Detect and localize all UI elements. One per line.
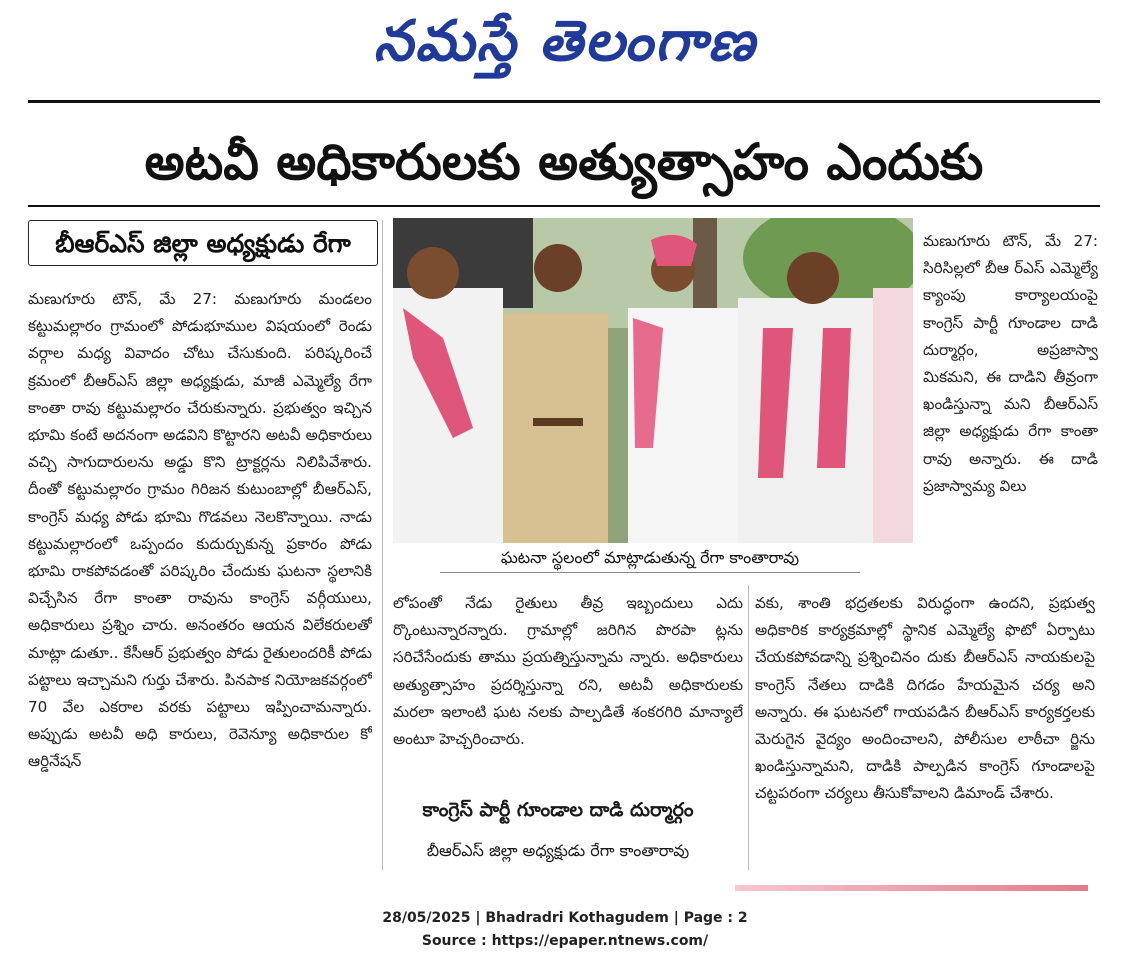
article-column-3-top: [923, 228, 1098, 583]
sub-article-byline: బీఆర్ఎస్ జిల్లా అధ్యక్షుడు రేగా కాంతారావు: [426, 841, 690, 860]
kicker-label: బీఆర్ఎస్ జిల్లా అధ్యక్షుడు రేగా: [28, 220, 378, 266]
masthead-logo: నమస్తే తెలంగాణ: [373, 8, 757, 74]
column-divider-2: [748, 585, 749, 870]
photo-caption: ఘటనా స్థలంలో మాట్లాడుతున్న రేగా కాంతారావు: [440, 544, 860, 573]
article-column-1: [28, 286, 372, 866]
article-column-2: [393, 590, 743, 785]
article-column-3-bottom: [755, 590, 1095, 868]
article-text-col3-top: మణుగూరు టౌన్, మే 27: సిరిసిల్లలో బీఆ ర్ఎస్ ఎమ్మెల్యే క్యాంపు కార్యాలయంపై కాంగ్రెస్ పార్టీ గూండాల దాడి దుర్మార్గం, అప్రజాస్వా మికమని, ఈ దాడిని తీవ్రంగా ఖండిస్తున్నా మని బీఆర్ఎస్ జిల్లా అధ్యక్షుడు రేగా కాంతా రావు అన్నారు. ఈ దాడి ప్రజాస్వామ్య విలు: [923, 232, 1098, 495]
article-text-col2: లోపంతో నేడు రైతులు తీవ్ర ఇబ్బందులు ఎదు ర్కొంటున్నారన్నారు. గ్రామాల్లో జరిగిన పొరపా ట్లను సరిచేసేందుకు తాము ప్రయత్నిస్తున్నామ న్నారు. అధికారులు అత్యుత్సాహం ప్రదర్శిస్తున్నా రని, అటవీ అధికారులకు మరలా ఇలాంటి ఘట నలకు పాల్పడితే శంకరగిరి మాన్యాలే అంటూ హెచ్చరించారు.: [393, 594, 743, 749]
article-text-col1: మణుగూరు టౌన్, మే 27: మణుగూరు మండలం కట్టుమల్లారం గ్రామంలో పోడుభూముల విషయంలో రెండు వర్గాల మధ్య వివాదం చోటు చేసుకుంది. పరిష్కరించే క్రమంలో బీఆర్ఎస్ జిల్లా అధ్యక్షుడు, మాజీ ఎమ్మెల్యే రేగా కాంతా రావు కట్టుమల్లారం చేరుకున్నారు. ప్రభుత్వం ఇచ్చిన భూమి కంటే అదనంగా అడవిని కొట్టారని అటవీ అధికారులు వచ్చి సాగుదారులను అడ్డు కొని ట్రాక్టర్లను నిలిపివేశారు. దీంతో కట్టుమల్లారం గ్రామం గిరిజన కుటుంబాల్లో బీఆర్ఎస్, కాంగ్రెస్ మధ్య పోడు భూమి గొడవలు నెలకొన్నాయి. నాడు కట్టుమల్లారంలో ఒప్పందం కుదుర్చుకున్న ప్రకారం పోడు భూమి రాకపోవడంతో పరిష్కరిం చేందుకు ఘటనా స్థలానికి విచ్చేసిన రేగా కాంతా రావును కాంగ్రెస్ వర్గీయులు, అధికారులు ప్రశ్నిం చారు. అనంతరం ఆయన విలేకరులతో మాట్లా డుతూ.. కేసీఆర్ ప్రభుత్వం పోడు రైతులందరికీ పోడు పట్టాలు ఇచ్చామని గుర్తు చేశారు. పినపాక నియోజకవర్గంలో 70 వేల ఎకరాల వరకు పట్టాలు ఇప్పించామన్నారు. అప్పుడు అటవీ అధి కారులు, రెవెన్యూ అధికారుల కో ఆర్డినేషన్: [28, 290, 372, 771]
column-divider: [382, 220, 383, 870]
crowd-illustration: [393, 218, 913, 543]
top-rule: [28, 100, 1100, 103]
headline-rule: [28, 205, 1100, 207]
news-photo: [393, 218, 913, 543]
article-text-col3-bottom: వకు, శాంతి భద్రతలకు విరుద్ధంగా ఉందని, ప్రభుత్వ అధికారిక కార్యక్రమాల్లో స్థానిక ఎమ్మెల్యే ఫొటో ఏర్పాటు చేయకపోవడాన్ని ప్రశ్నించినం దుకు బీఆర్ఎస్ నాయకులపై కాంగ్రెస్ నేతలు దాడికి దిగడం హేయమైన చర్య అని అన్నారు. ఈ ఘటనలో గాయపడిన బీఆర్ఎస్ కార్యకర్తలకు మెరుగైన వైద్యం అందించాలని, పోలీసుల లాఠీచా ర్జిను ఖండిస్తున్నామని, దాడికి పాల్పడిన కాంగ్రెస్ గూండాలపై చట్టపరంగా చర్యలు తీసుకోవాలని డిమాండ్ చేశారు.: [755, 594, 1095, 803]
footer-source-link[interactable]: Source : https://epaper.ntnews.com/: [421, 933, 709, 949]
footer-dateline: 28/05/2025 | Bhadradri Kothagudem | Page : 2: [382, 910, 748, 926]
sub-article-headline: కాంగ్రెస్ పార్టీ గూండాల దాడి దుర్మార్గం: [422, 799, 694, 821]
accent-bar: [735, 885, 1088, 891]
headline: అటవీ అధికారులకు అత్యుత్సాహం ఎందుకు: [144, 133, 984, 191]
